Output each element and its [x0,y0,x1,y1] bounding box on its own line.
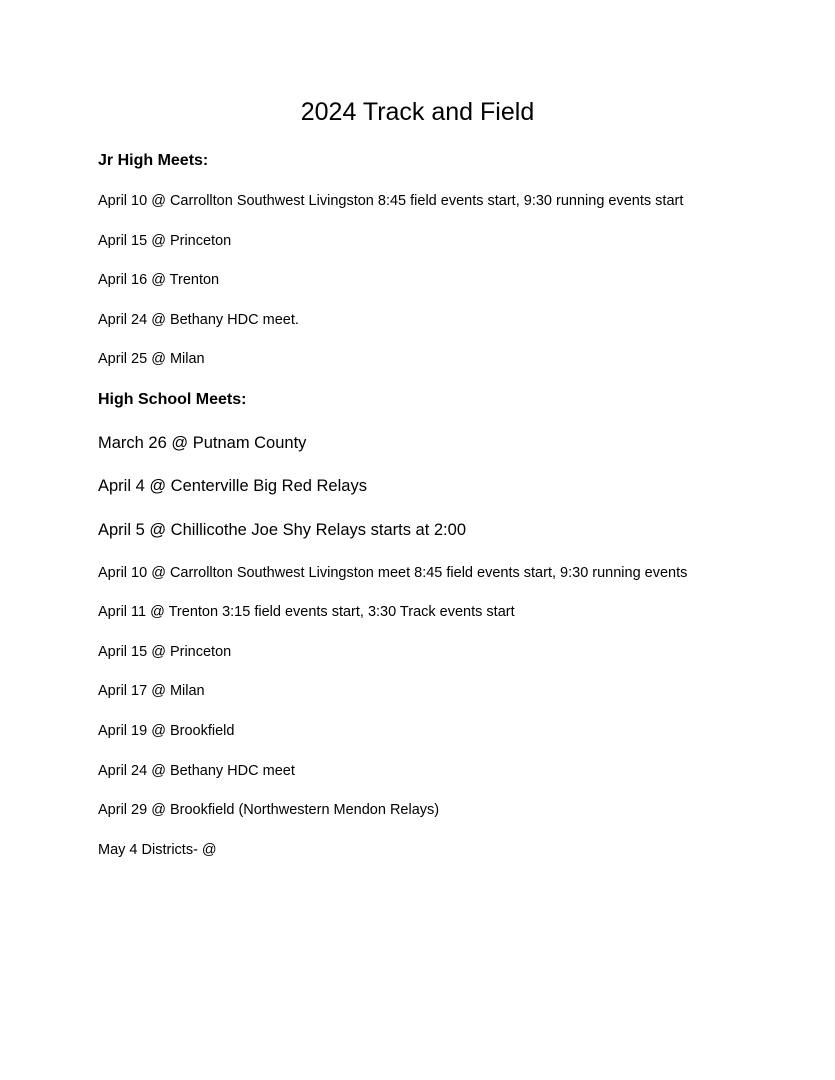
high-school-meet-item: April 17 @ Milan [98,683,205,699]
jr-high-meet-item: April 25 @ Milan [98,351,205,367]
high-school-meet-item: April 4 @ Centerville Big Red Relays [98,477,367,495]
high-school-meet-item: April 29 @ Brookfield (Northwestern Mendon Relays) [98,802,440,818]
high-school-meet-item: April 19 @ Brookfield [98,723,235,739]
high-school-meet-item: May 4 Districts- @ [98,842,217,858]
high-school-meet-item: March 26 @ Putnam County [98,434,307,452]
jr-high-meet-item: April 15 @ Princeton [98,233,232,249]
high-school-meet-item: April 11 @ Trenton 3:15 field events start, 3:30 Track events start [98,604,515,620]
high-school-meet-item: April 10 @ Carrollton Southwest Livingston meet 8:45 field events start, 9:30 running events [98,565,688,581]
jr-high-meet-item: April 10 @ Carrollton Southwest Livingston 8:45 field events start, 9:30 running events start [98,193,684,209]
jr-high-meet-item: April 16 @ Trenton [98,272,220,288]
page-title: 2024 Track and Field [300,98,535,126]
jr-high-meet-item: April 24 @ Bethany HDC meet. [98,312,299,328]
jr-high-heading: Jr High Meets: [98,152,209,169]
high-school-meet-item: April 5 @ Chillicothe Joe Shy Relays starts at 2:00 [98,521,466,539]
high-school-heading: High School Meets: [98,391,247,408]
high-school-meet-item: April 24 @ Bethany HDC meet [98,763,295,779]
high-school-meet-item: April 15 @ Princeton [98,644,232,660]
